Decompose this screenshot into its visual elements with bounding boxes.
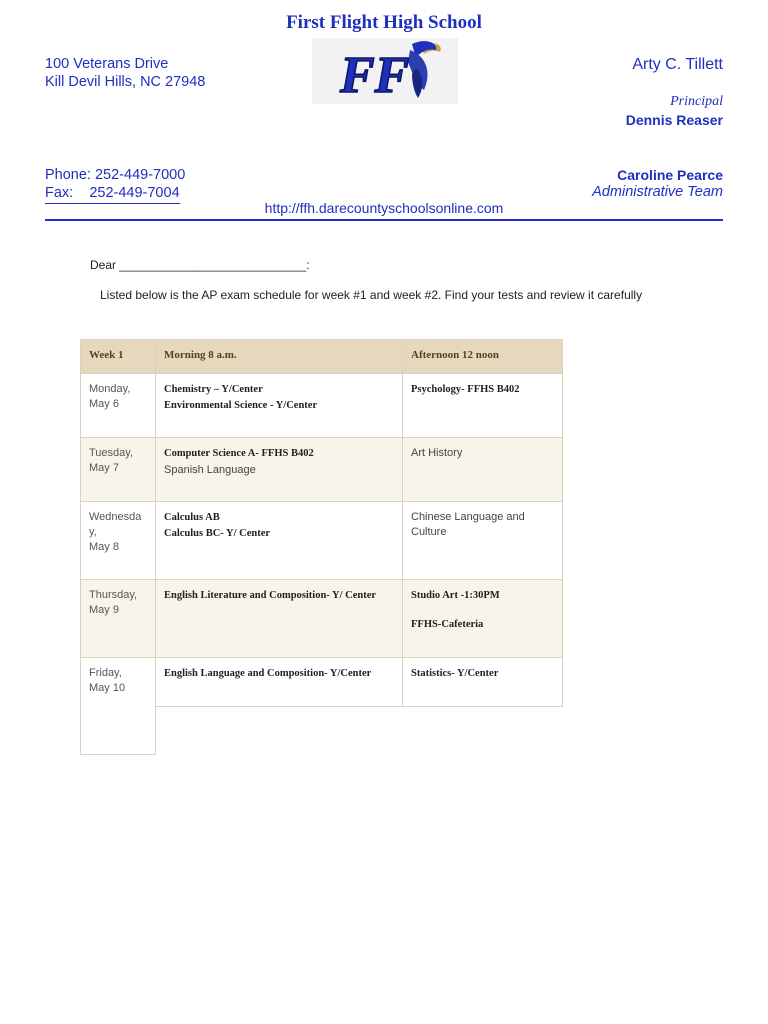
day-date: May 10 xyxy=(89,682,126,694)
morning-cell xyxy=(156,502,403,580)
admin-name-2: Caroline Pearce xyxy=(617,167,723,183)
exam-entry: Environmental Science - Y/Center xyxy=(164,400,318,411)
afternoon-cell xyxy=(403,658,563,707)
principal-name: Arty C. Tillett xyxy=(632,56,723,73)
school-address xyxy=(45,55,205,91)
header-divider xyxy=(45,219,723,221)
ap-exam-schedule-table xyxy=(80,339,563,755)
afternoon-cell xyxy=(403,374,563,438)
fax-number: 252-449-7004 xyxy=(89,185,180,201)
exam-entry: Computer Science A- FFHS B402 xyxy=(164,448,314,459)
day-cell xyxy=(81,658,156,755)
afternoon-cell xyxy=(403,438,563,502)
morning-cell xyxy=(156,438,403,502)
address-line-2: Kill Devil Hills, NC 27948 xyxy=(45,74,206,90)
header-week: Week 1 xyxy=(81,340,156,374)
exam-entry: FFHS-Cafeteria xyxy=(411,619,484,630)
day-date: May 9 xyxy=(89,604,119,616)
admin-name-1: Dennis Reaser xyxy=(625,112,723,128)
table-header-row xyxy=(81,340,563,374)
exam-entry: English Language and Composition- Y/Center xyxy=(164,668,372,679)
exam-entry: Culture xyxy=(411,526,447,538)
table-row xyxy=(81,658,563,707)
eagle-logo-icon xyxy=(312,38,458,104)
empty-cell xyxy=(156,706,563,755)
day-date: May 8 xyxy=(89,541,119,553)
morning-cell xyxy=(156,658,403,707)
contact-block xyxy=(45,166,185,204)
afternoon-cell xyxy=(403,502,563,580)
exam-entry: English Literature and Composition- Y/ Center xyxy=(164,590,377,601)
salutation: Dear ____________________________: xyxy=(90,258,310,272)
table-row xyxy=(81,502,563,580)
day-cell xyxy=(81,374,156,438)
admin-title: Administrative Team xyxy=(592,184,723,200)
day-date: May 6 xyxy=(89,398,119,410)
afternoon-cell xyxy=(403,580,563,658)
day-cell xyxy=(81,502,156,580)
table-row xyxy=(81,438,563,502)
day-cell xyxy=(81,580,156,658)
morning-cell xyxy=(156,580,403,658)
intro-text: Listed below is the AP exam schedule for week #1 and week #2. Find your tests and review it carefully xyxy=(100,288,643,302)
morning-cell xyxy=(156,374,403,438)
header-afternoon: Afternoon 12 noon xyxy=(403,340,563,374)
school-title: First Flight High School xyxy=(286,12,482,33)
exam-entry: Art History xyxy=(411,447,463,459)
table-row xyxy=(81,580,563,658)
day-name: Monday, xyxy=(89,383,131,395)
exam-entry: Studio Art -1:30PM xyxy=(411,590,500,601)
day-date: May 7 xyxy=(89,462,119,474)
fax-label: Fax: xyxy=(45,185,74,201)
header-morning: Morning 8 a.m. xyxy=(156,340,403,374)
phone-number: Phone: 252-449-7000 xyxy=(45,167,186,183)
exam-entry: Chemistry – Y/Center xyxy=(164,384,263,395)
logo-monogram: FF xyxy=(340,47,410,104)
principal-title: Principal xyxy=(670,94,723,109)
day-name: Wednesda xyxy=(89,511,142,523)
exam-entry: Statistics- Y/Center xyxy=(411,668,499,679)
exam-entry: Psychology- FFHS B402 xyxy=(411,384,520,395)
exam-entry: Chinese Language and xyxy=(411,511,525,523)
day-name: Friday, xyxy=(89,667,122,679)
day-name: Tuesday, xyxy=(89,447,134,459)
table-row xyxy=(81,374,563,438)
exam-entry: Calculus AB xyxy=(164,512,220,523)
exam-entry: Spanish Language xyxy=(164,464,256,476)
exam-entry: Calculus BC- Y/ Center xyxy=(164,528,271,539)
day-name: Thursday, xyxy=(89,589,138,601)
day-name-wrap: y, xyxy=(89,526,97,538)
day-cell xyxy=(81,438,156,502)
school-logo xyxy=(312,38,458,104)
address-line-1: 100 Veterans Drive xyxy=(45,56,169,72)
website-link[interactable]: http://ffh.darecountyschoolsonline.com xyxy=(264,200,504,216)
